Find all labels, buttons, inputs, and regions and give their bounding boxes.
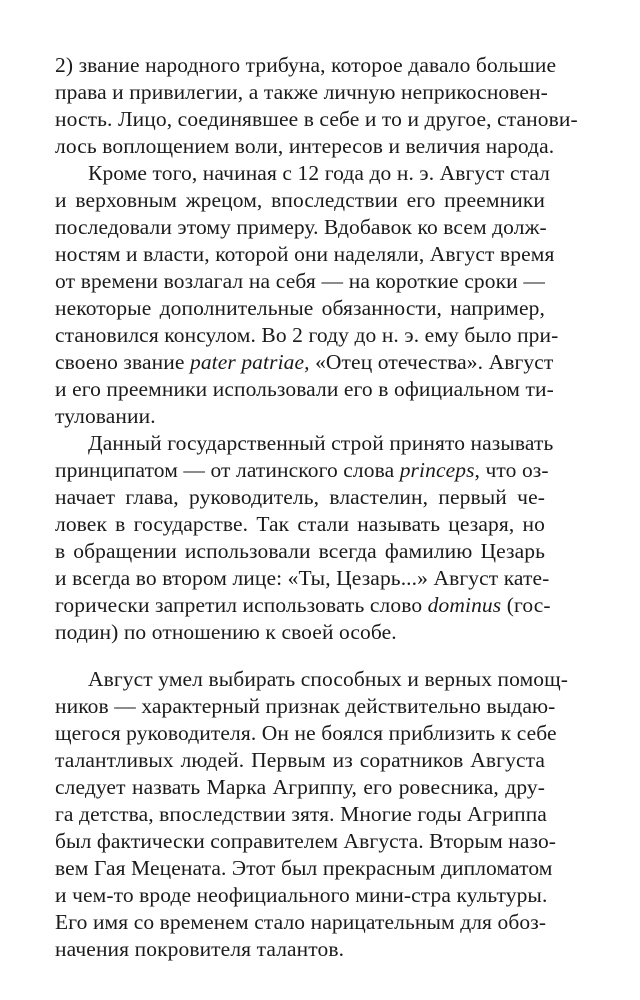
text-line: права и привилегии, а также личную неприкосновен-: [55, 80, 548, 104]
text-line: начения покровителя талантов.: [55, 937, 345, 961]
text-line: Данный государственный строй принято называть: [88, 431, 554, 455]
text-line: и верховным жрецом, впоследствии его преемники: [55, 188, 545, 212]
text-line: вем Гая Мецената. Этот был прекрасным дипломатом: [55, 856, 553, 880]
text-line: следует назвать Марка Агриппу, его ровесника, дру-: [55, 775, 545, 799]
text-segment: (гос-: [501, 593, 551, 617]
text-line: лось воплощением воли, интересов и величия народа.: [55, 134, 555, 158]
text-line: [55, 457, 549, 484]
text-line: Его имя со временем стало нарицательным для обоз-: [55, 910, 547, 934]
latin-term: dominus: [427, 593, 502, 617]
text-line: был фактически соправителем Августа. Вторым назо-: [55, 829, 557, 853]
text-line: ников — характерный признак действительно выдаю-: [55, 694, 556, 718]
text-line: щегося руководителя. Он не боялся приблизить к себе: [55, 721, 557, 745]
text-line: ловек в государстве. Так стали называть цезаря, но: [55, 512, 545, 536]
text-line: га детства, впоследствии зятя. Многие годы Агриппа: [55, 802, 547, 826]
text-line: Кроме того, начиная с 12 года до н. э. Август стал: [88, 161, 551, 185]
text-line: некоторые дополнительные обязанности, например,: [55, 296, 545, 320]
text-line: от времени возлагал на себя — на короткие сроки —: [55, 269, 545, 293]
text-line: и всегда во втором лице: «Ты, Цезарь...» Август кате-: [55, 566, 550, 590]
text-line: ность. Лицо, соединявшее в себе и то и другое, станови-: [55, 107, 578, 131]
text-line: последовали этому примеру. Вдобавок ко всем долж-: [55, 215, 547, 239]
text-line: и его преемники использовали его в официальном ти-: [55, 377, 554, 401]
latin-term: pater patriae,: [189, 350, 310, 374]
text-line: в обращении использовали всегда фамилию Цезарь: [55, 539, 545, 563]
text-segment: принципатом — от латинского слова: [55, 458, 400, 482]
text-line: начает глава, руководитель, властелин, первый че-: [55, 485, 545, 509]
text-line: и чем-то вроде неофициального мини-стра культуры.: [55, 883, 548, 907]
text-line: талантливых людей. Первым из соратников Августа: [55, 748, 545, 772]
text-line: туловании.: [55, 404, 156, 428]
text-line: подин) по отношению к своей особе.: [55, 620, 397, 644]
text-segment: «Отец отечества». Август: [309, 350, 554, 374]
text-line: ностям и власти, которой они наделяли, Август время: [55, 242, 555, 266]
text-line: становился консулом. Во 2 году до н. э. ему было при-: [55, 323, 559, 347]
text-line: Август умел выбирать способных и верных помощ-: [88, 667, 569, 691]
text-line: 2) звание народного трибуна, которое давало большие: [55, 53, 557, 77]
text-segment: , что оз-: [474, 458, 549, 482]
latin-term: princeps: [399, 458, 475, 482]
text-segment: горически запретил использовать слово: [55, 593, 428, 617]
text-line: [55, 592, 551, 619]
text-line: [55, 349, 554, 376]
text-segment: своено звание: [55, 350, 190, 374]
